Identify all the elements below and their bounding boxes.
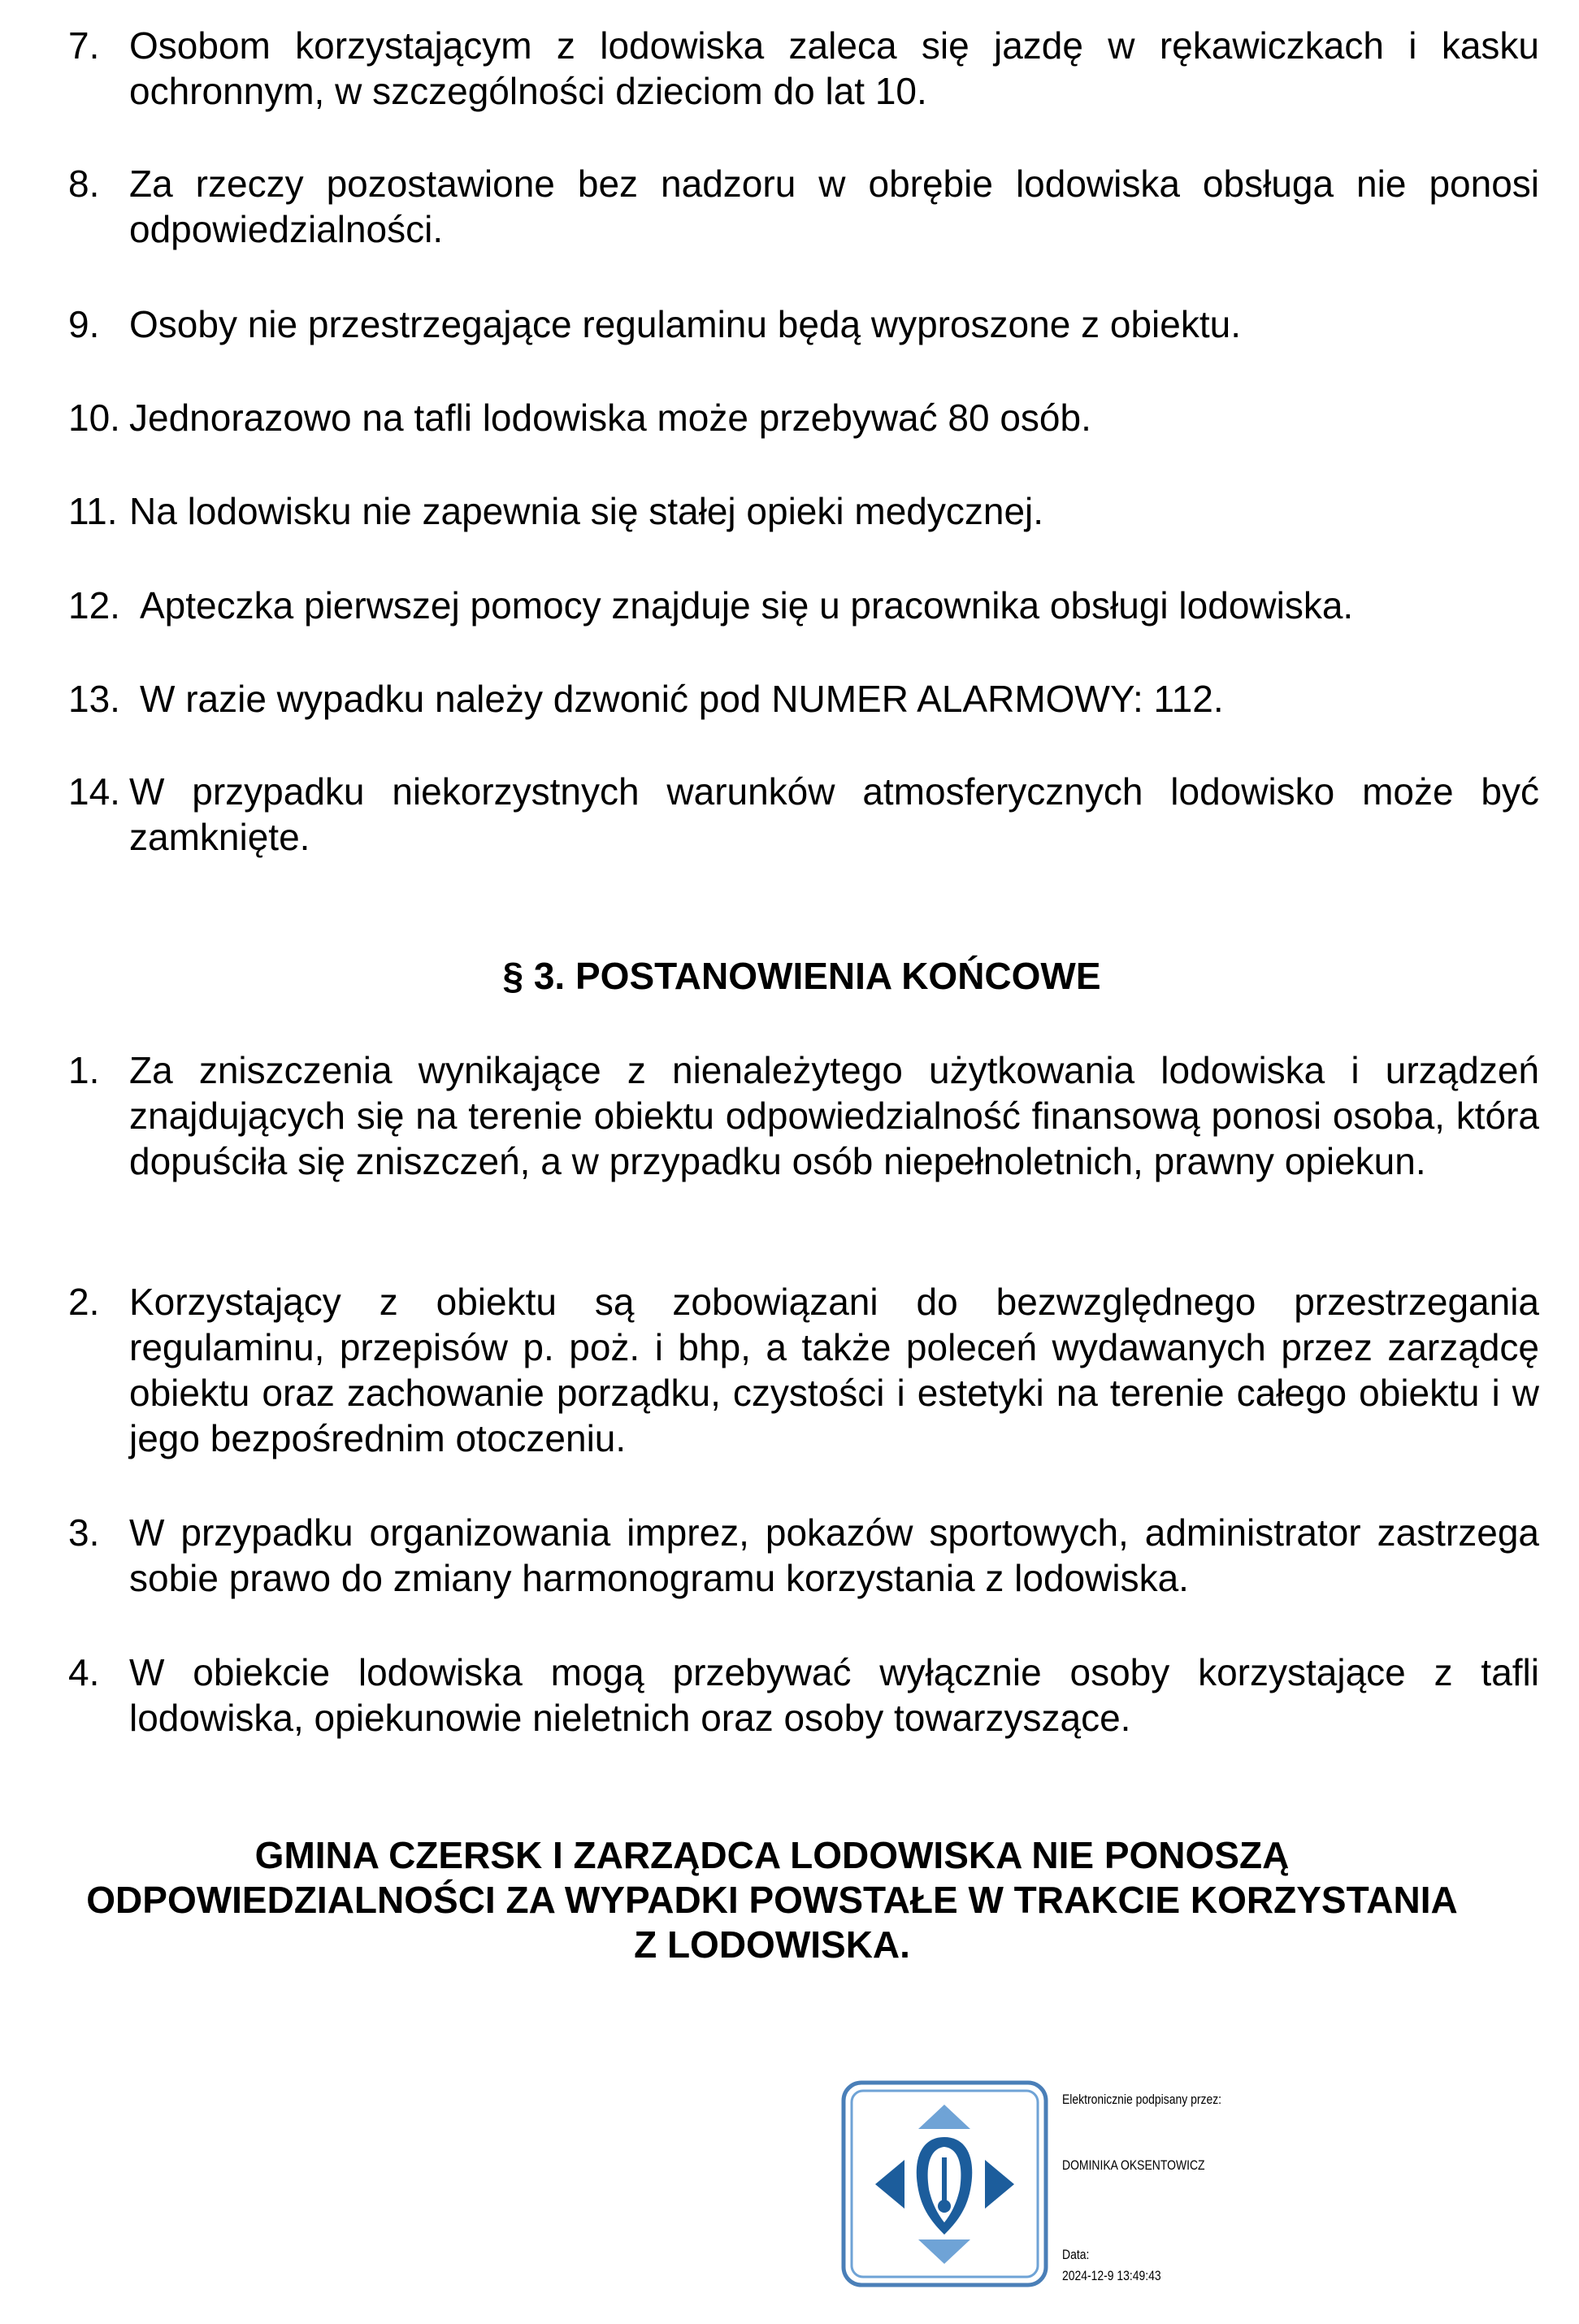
item-text: Osobom korzystającym z lodowiska zaleca się jazdę w rękawiczkach i kasku ochronnym, w szczególności dzieciom do lat 10. xyxy=(129,24,1539,112)
item-text: Za zniszczenia wynikające z nienależytego użytkowania lodowiska i urządzeń znajdujących się na terenie obiektu odpowiedzialność finansową ponosi osoba, która dopuściła się zniszczeń, a w przypadku osób niepełnoletnich, prawny opiekun. xyxy=(129,1049,1539,1182)
list-item xyxy=(68,676,1539,722)
signed-by-label: Elektronicznie podpisany przez: xyxy=(1062,2092,1222,2107)
list-item xyxy=(68,769,1539,860)
list-item xyxy=(68,161,1539,252)
list-item xyxy=(68,1510,1539,1601)
item-text: W przypadku niekorzystnych warunków atmosferycznych lodowisko może być zamknięte. xyxy=(129,770,1539,858)
item-text: Jednorazowo na tafli lodowiska może przebywać 80 osób. xyxy=(129,397,1091,439)
item-number: 3. xyxy=(68,1511,100,1554)
list-item xyxy=(68,583,1539,628)
signer-name: DOMINIKA OKSENTOWICZ xyxy=(1062,2157,1205,2173)
liability-disclaimer xyxy=(0,1833,1544,1967)
list-item xyxy=(68,301,1539,347)
disclaimer-line: Z LODOWISKA. xyxy=(634,1923,910,1966)
item-number: 13. xyxy=(68,678,120,720)
item-number: 12. xyxy=(68,584,120,627)
list-item xyxy=(68,1047,1539,1184)
item-text: Na lodowisku nie zapewnia się stałej opieki medycznej. xyxy=(129,490,1044,532)
disclaimer-line: GMINA CZERSK I ZARZĄDCA LODOWISKA NIE PONOSZĄ xyxy=(254,1834,1290,1876)
list-item xyxy=(68,23,1539,114)
item-number: 10. xyxy=(68,397,120,439)
item-number: 7. xyxy=(68,24,100,67)
e-signature-seal-icon xyxy=(841,2080,1048,2287)
item-number: 2. xyxy=(68,1281,100,1323)
disclaimer-line: ODPOWIEDZIALNOŚCI ZA WYPADKI POWSTAŁE W TRAKCIE KORZYSTANIA xyxy=(86,1879,1458,1921)
list-item xyxy=(68,395,1539,440)
list-item xyxy=(68,1279,1539,1461)
item-number: 11. xyxy=(68,490,118,532)
item-text: W obiekcie lodowiska mogą przebywać wyłącznie osoby korzystające z tafli lodowiska, opiekunowie nieletnich oraz osoby towarzyszące. xyxy=(129,1651,1539,1739)
item-number: 14. xyxy=(68,770,120,813)
date-label: Data: xyxy=(1062,2247,1090,2262)
item-text: W przypadku organizowania imprez, pokazów sportowych, administrator zastrzega sobie prawo do zmiany harmonogramu korzystania z lodowiska. xyxy=(129,1511,1539,1599)
section-heading: § 3. POSTANOWIENIA KOŃCOWE xyxy=(502,955,1101,997)
item-number: 4. xyxy=(68,1651,100,1693)
signature-date: 2024-12-9 13:49:43 xyxy=(1062,2268,1161,2283)
electronic-signature xyxy=(841,2080,1264,2316)
item-text: Za rzeczy pozostawione bez nadzoru w obrębie lodowiska obsługa nie ponosi odpowiedzialności. xyxy=(129,163,1539,250)
item-text: Korzystający z obiektu są zobowiązani do bezwzględnego przestrzegania regulaminu, przepisów p. poż. i bhp, a także poleceń wydawanych przez zarządcę obiektu oraz zachowanie porządku, czystości i estetyki na terenie całego obiektu i w jego bezpośrednim otoczeniu. xyxy=(129,1281,1539,1459)
item-text: Osoby nie przestrzegające regulaminu będą wyproszone z obiektu. xyxy=(129,303,1241,345)
list-item xyxy=(68,488,1539,534)
item-number: 8. xyxy=(68,163,100,205)
item-text: W razie wypadku należy dzwonić pod NUMER ALARMOWY: 112. xyxy=(140,678,1224,720)
item-text: Apteczka pierwszej pomocy znajduje się u pracownika obsługi lodowiska. xyxy=(140,584,1354,627)
item-number: 1. xyxy=(68,1049,100,1091)
list-item xyxy=(68,1650,1539,1741)
item-number: 9. xyxy=(68,303,100,345)
